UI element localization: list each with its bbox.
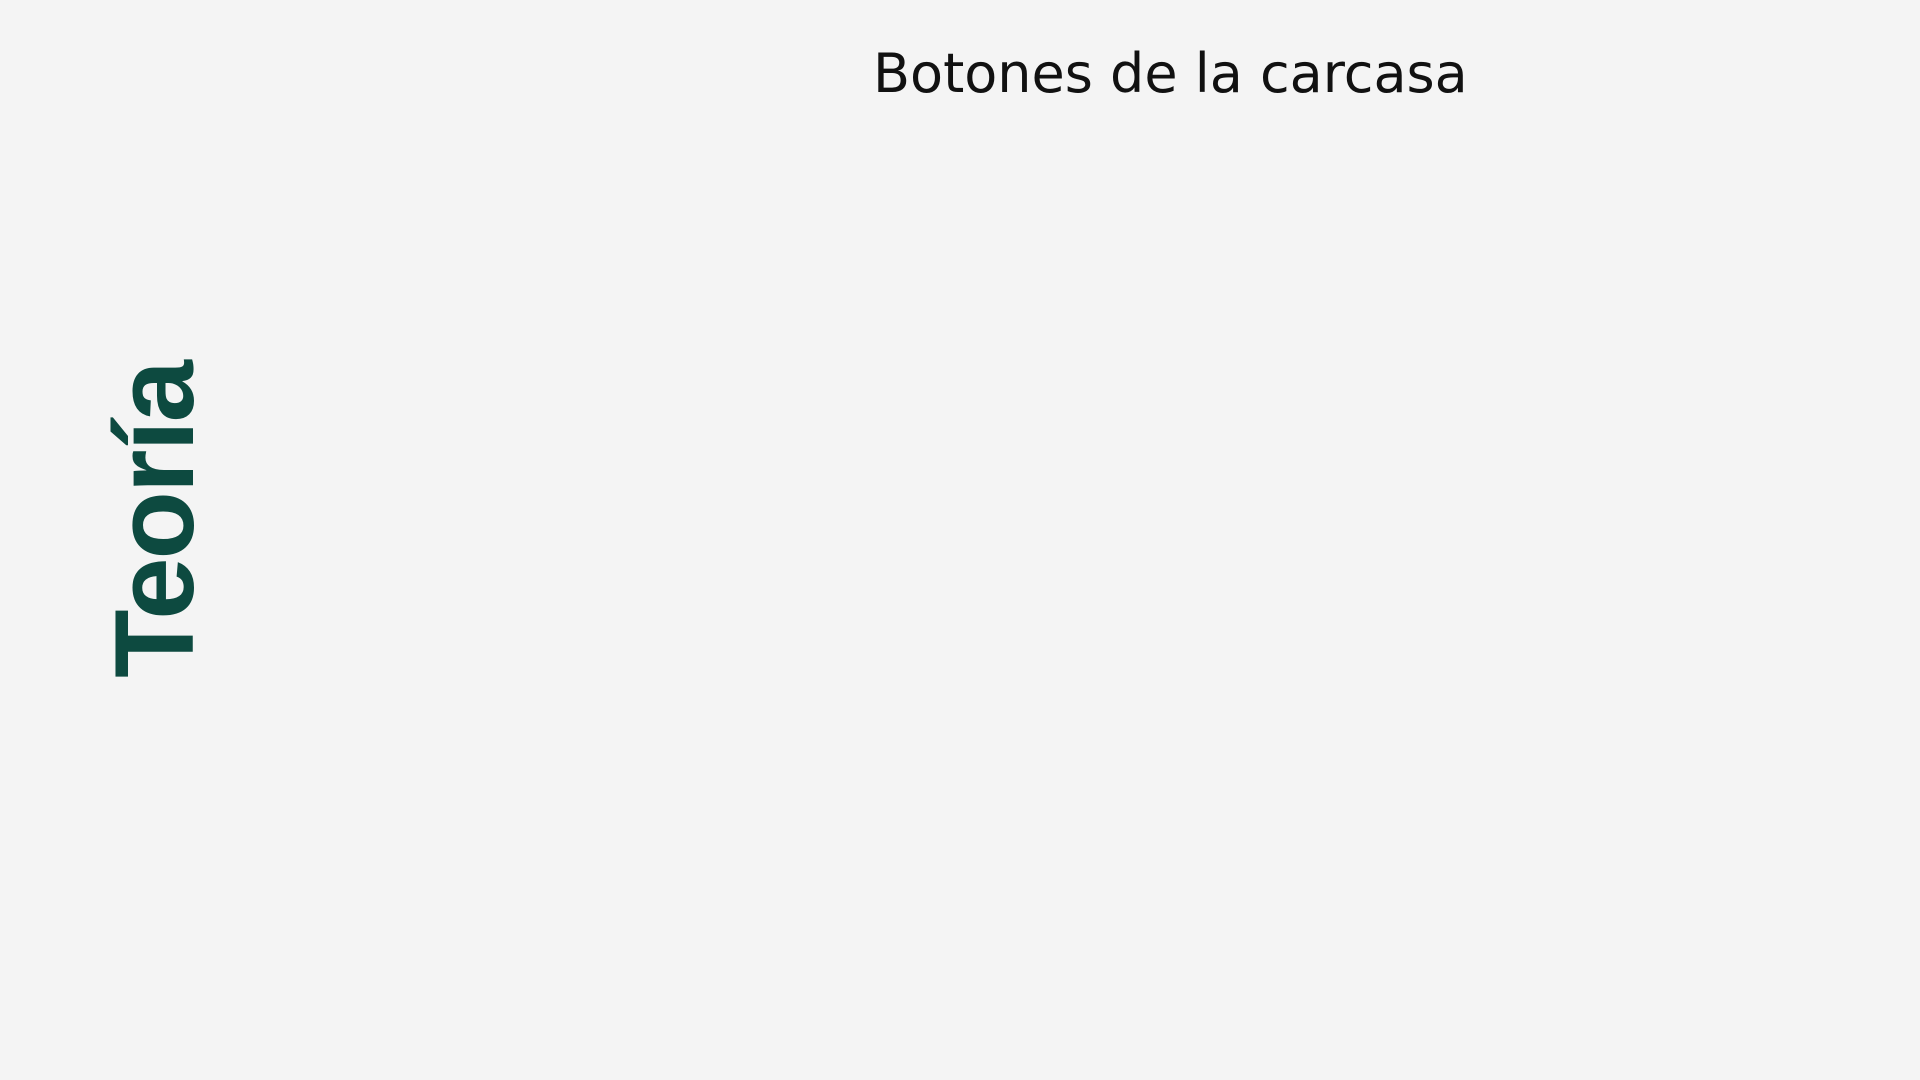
page-title: Botones de la carcasa bbox=[873, 42, 1468, 105]
section-label: Teoría bbox=[92, 362, 217, 678]
